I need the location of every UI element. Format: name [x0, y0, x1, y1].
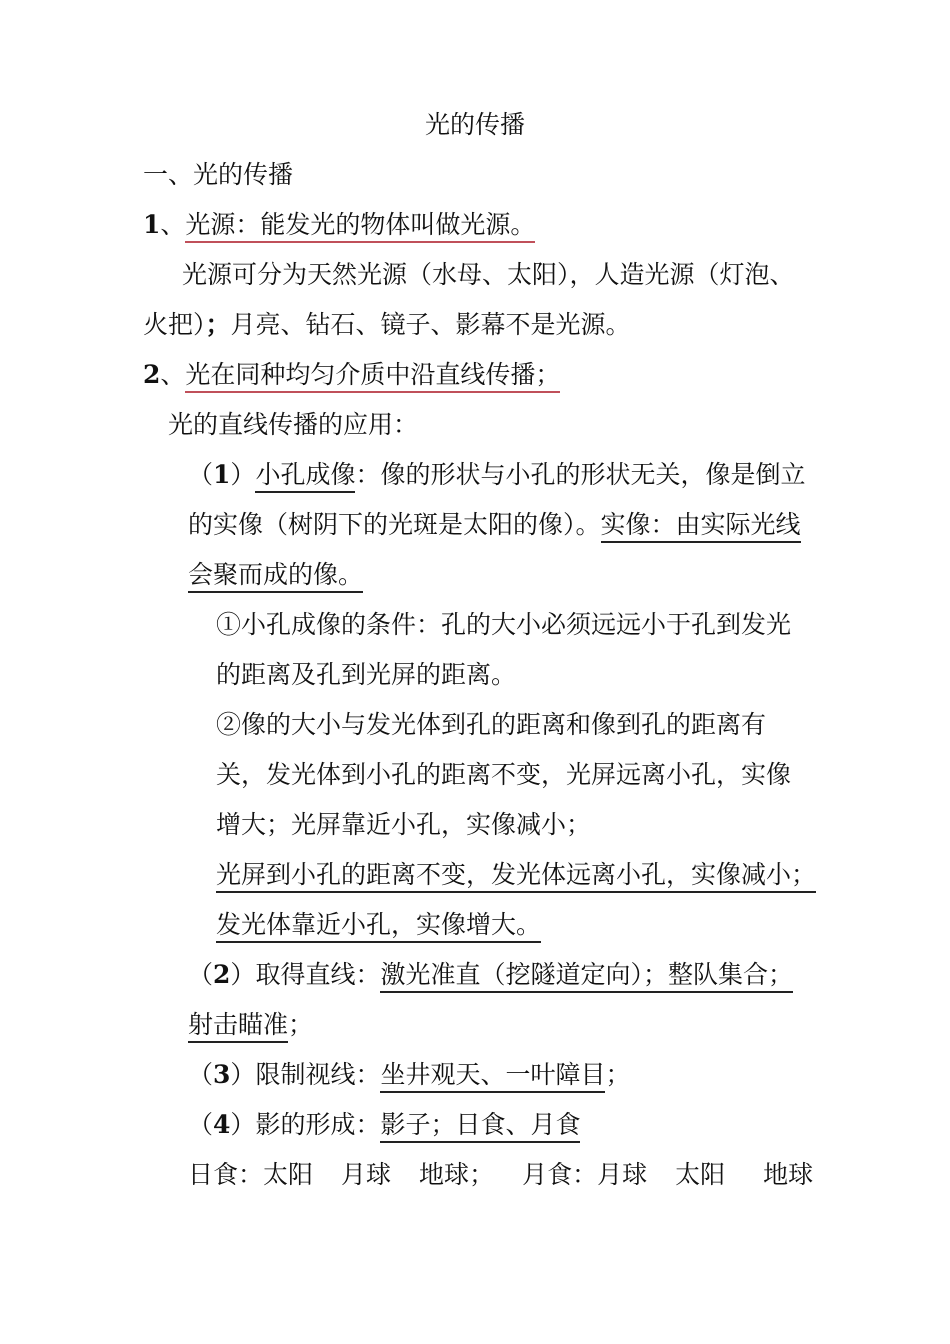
point-separator: 、 — [160, 210, 186, 239]
paren: ） — [230, 1060, 256, 1089]
item-4 — [188, 1108, 580, 1142]
paren: ） — [230, 960, 256, 989]
solar-body: 太阳 — [263, 1160, 314, 1189]
lunar-body: 月球 — [597, 1160, 648, 1189]
text-end: ； — [469, 1160, 495, 1189]
item-label: 限制视线： — [255, 1060, 381, 1089]
underlined-text: 发光体靠近小孔，实像增大。 — [216, 910, 541, 943]
item-2-line1 — [188, 958, 793, 992]
lunar-eclipse-label: 月食： — [522, 1160, 598, 1189]
section-heading: 一、光的传播 — [143, 160, 294, 189]
pinhole-term: 小孔成像 — [255, 460, 355, 493]
point-separator: 、 — [160, 360, 186, 389]
sight-limit-examples: 坐井观天、一叶障目 — [380, 1060, 605, 1093]
text-segment: 的实像（树阴下的光斑是太阳的像）。 — [188, 510, 601, 539]
point-2 — [143, 358, 560, 392]
straight-line-propagation: 光在同种均匀介质中沿直线传播； — [185, 360, 560, 393]
item-1-line3 — [188, 558, 363, 592]
item-1-line1 — [188, 458, 805, 492]
condition-1-line1: ①小孔成像的条件：孔的大小必须远远小于孔到发光 — [216, 610, 792, 639]
item-number: 3 — [213, 1060, 231, 1089]
condition-2-line2: 关，发光体到小孔的距离不变，光屏远离小孔，实像 — [216, 760, 792, 789]
text-separator: ； — [205, 310, 231, 339]
point-number: 2 — [143, 360, 161, 389]
paren: ） — [230, 460, 256, 489]
text-segment: 月亮、钻石、镜子、影幕不是光源。 — [230, 310, 631, 339]
eclipse-order — [188, 1158, 813, 1192]
light-source-types-line1: 光源可分为天然光源（水母、太阳），人造光源（灯泡、 — [182, 260, 795, 289]
underlined-text: 光屏到小孔的距离不变，发光体远离小孔，实像减小； — [216, 860, 816, 893]
item-3 — [188, 1058, 630, 1092]
lunar-body: 太阳 — [675, 1160, 726, 1189]
laser-alignment-examples: 激光准直（挖隧道定向）；整队集合； — [380, 960, 793, 993]
light-source-definition: 光源：能发光的物体叫做光源。 — [185, 210, 535, 243]
text-segment: ：像的形状与小孔的形状无关，像是倒立 — [355, 460, 806, 489]
shooting-aim: 射击瞄准 — [188, 1010, 288, 1043]
solar-body: 地球 — [419, 1160, 470, 1189]
item-number: 1 — [213, 460, 231, 489]
paren: （ — [188, 960, 214, 989]
item-number: 4 — [213, 1110, 231, 1139]
applications-heading: 光的直线传播的应用： — [168, 410, 419, 439]
point-1 — [143, 208, 535, 242]
paren: （ — [188, 460, 214, 489]
text-segment: 火把） — [143, 310, 206, 339]
light-source-types-line2 — [143, 308, 631, 342]
text-end: ； — [288, 1010, 314, 1039]
text-end: ； — [605, 1060, 631, 1089]
point-number: 1 — [143, 210, 161, 239]
lunar-body: 地球 — [763, 1160, 814, 1189]
item-label: 影的形成： — [255, 1110, 381, 1139]
condition-2-line1: ②像的大小与发光体到孔的距离和像到孔的距离有 — [216, 710, 767, 739]
item-2-line2 — [188, 1008, 313, 1042]
solar-eclipse-label: 日食： — [188, 1160, 264, 1189]
solar-body: 月球 — [341, 1160, 392, 1189]
condition-1-line2: 的距离及孔到光屏的距离。 — [216, 660, 517, 689]
condition-2-line4 — [216, 858, 816, 892]
real-image-definition-end: 会聚而成的像。 — [188, 560, 363, 593]
item-label: 取得直线： — [255, 960, 381, 989]
paren: （ — [188, 1060, 214, 1089]
real-image-definition: 实像：由实际光线 — [601, 510, 801, 543]
item-1-line2 — [188, 508, 801, 542]
item-number: 2 — [213, 960, 231, 989]
paren: ） — [230, 1110, 256, 1139]
page-title: 光的传播 — [424, 110, 525, 139]
shadow-examples: 影子；日食、月食 — [380, 1110, 580, 1143]
condition-2-line3: 增大；光屏靠近小孔，实像减小； — [216, 810, 592, 839]
condition-2-line5 — [216, 908, 541, 942]
paren: （ — [188, 1110, 214, 1139]
